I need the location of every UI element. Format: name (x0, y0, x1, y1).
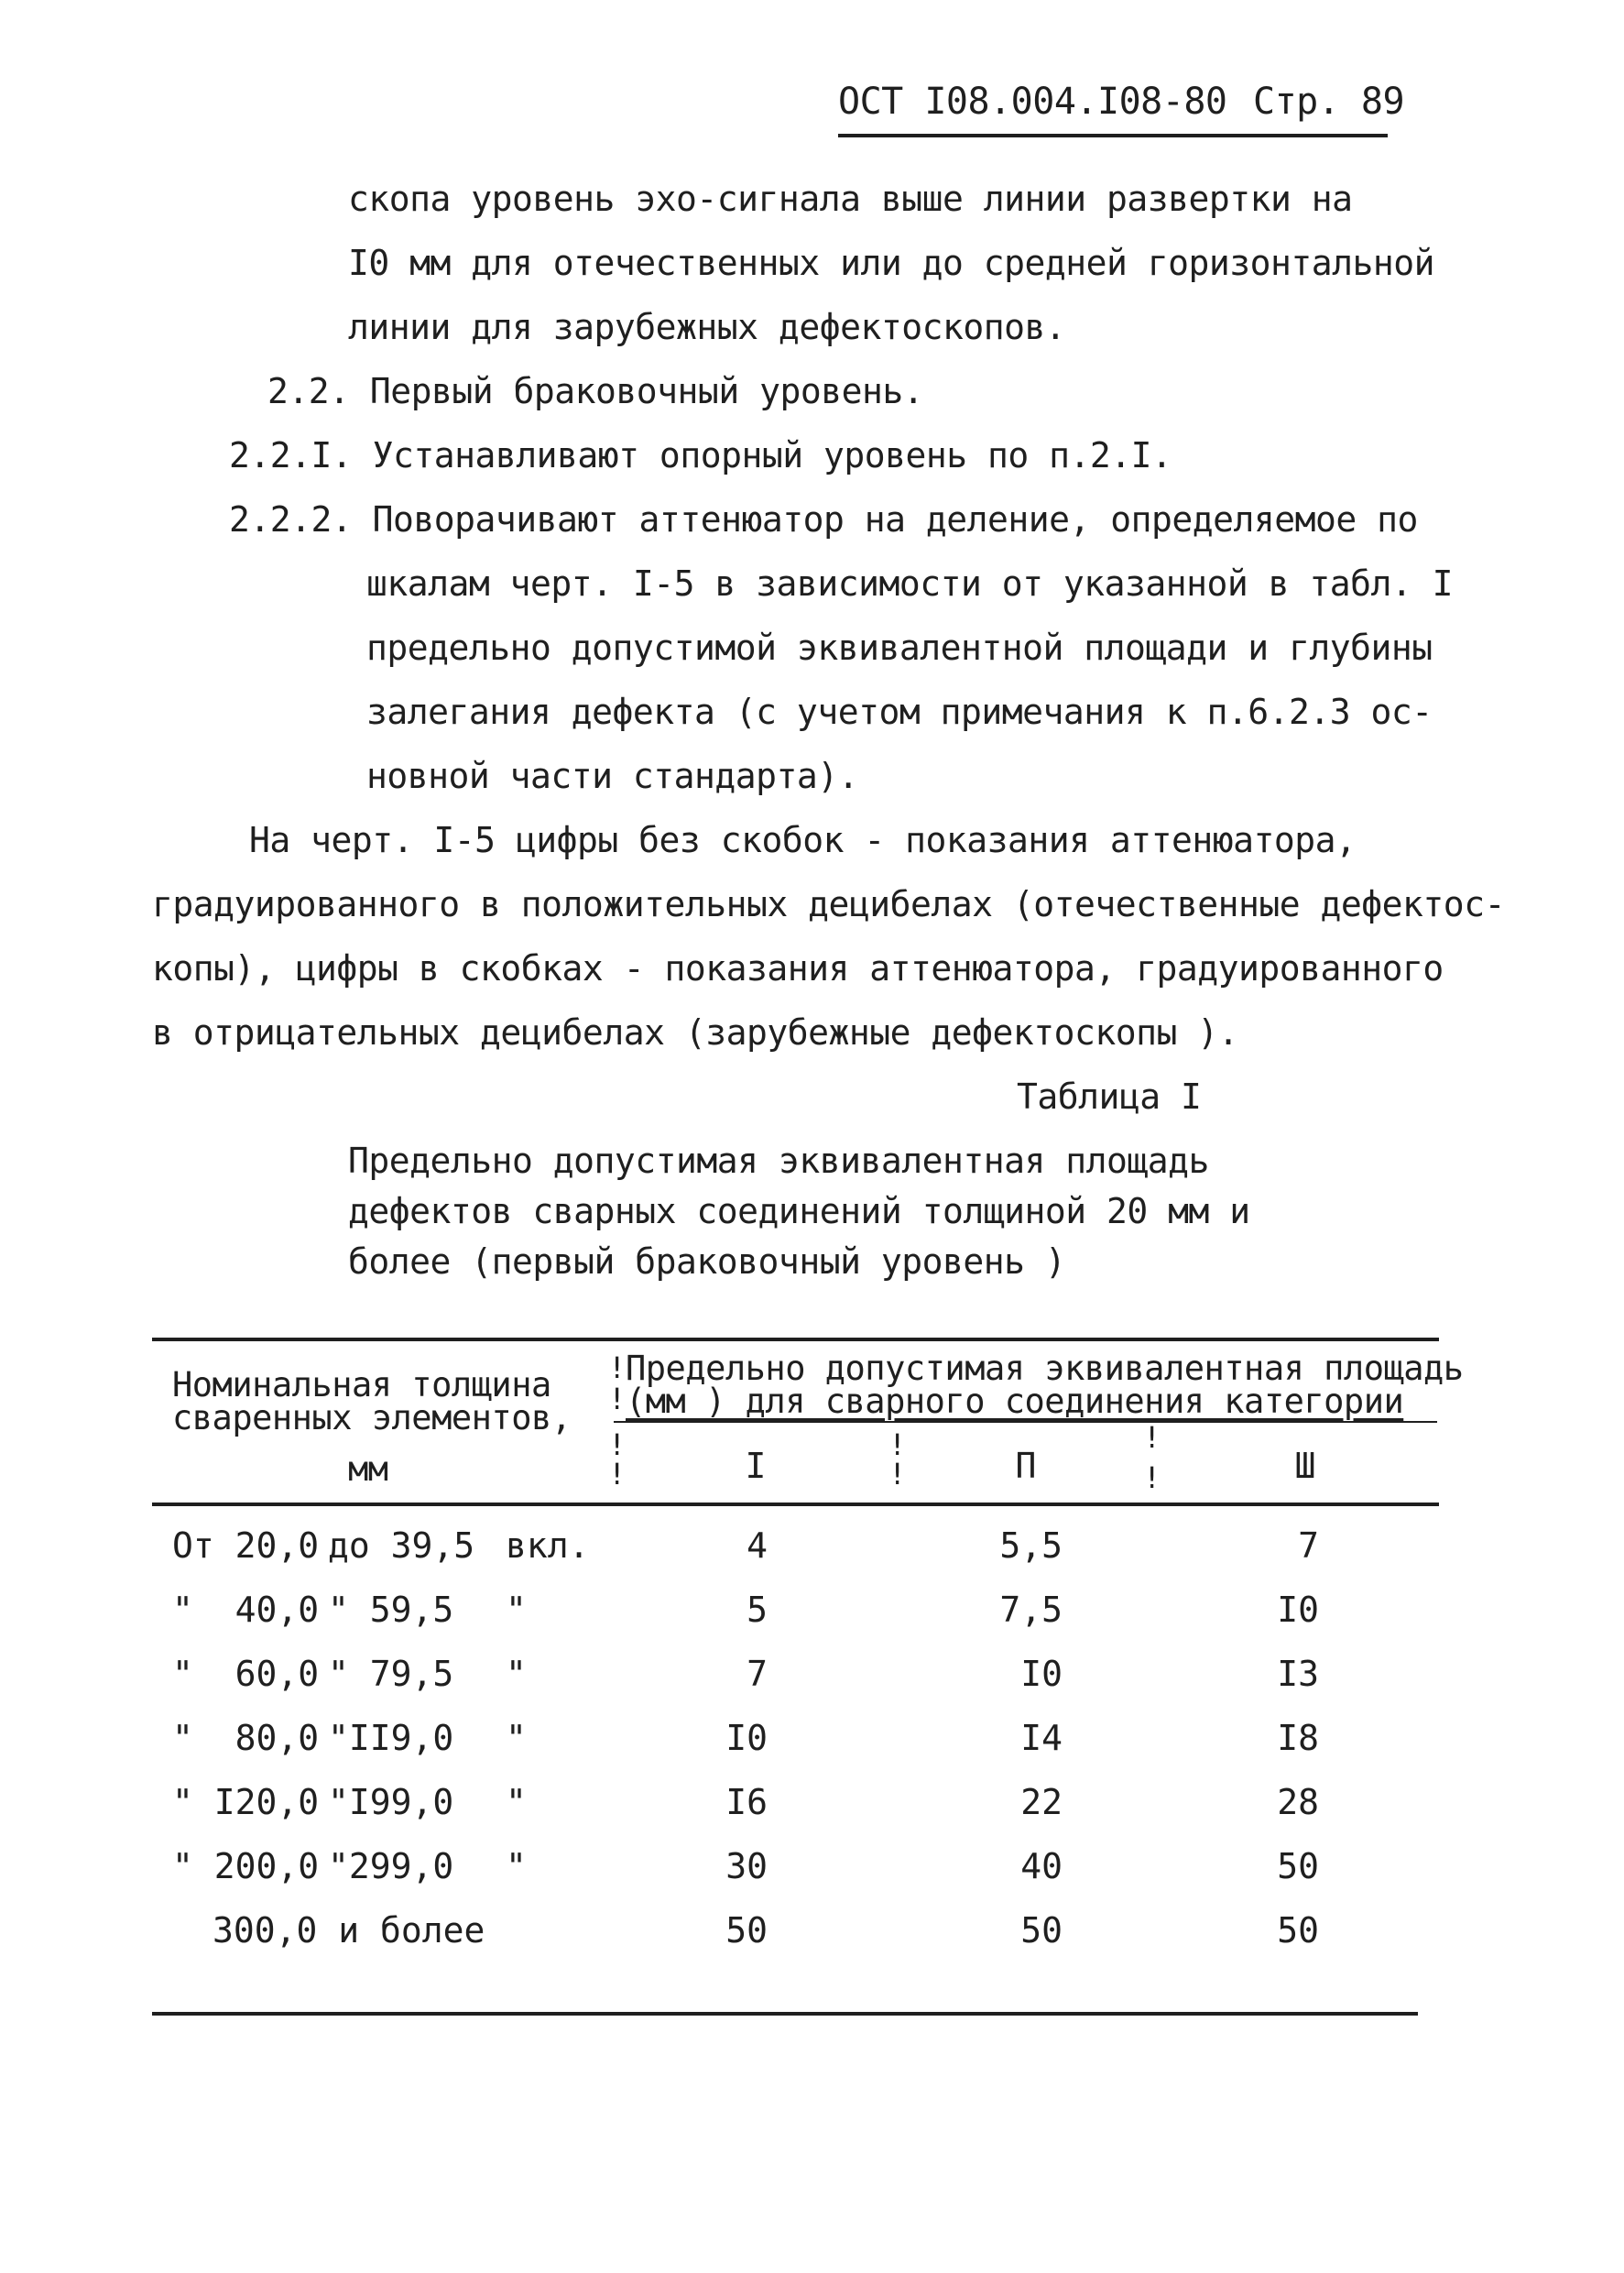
area-value-cat-2: 50 (1020, 1910, 1063, 1951)
column-separator: ! (888, 1457, 907, 1492)
column-header-thickness-unit: мм (348, 1449, 388, 1489)
column-header-thickness: сваренных элементов, (172, 1398, 572, 1437)
thickness-from: 300,0 и более (213, 1910, 485, 1951)
area-value-cat-1: 7 (747, 1654, 768, 1694)
body-line: предельно допустимой эквивалентной площади и глубины (366, 628, 1433, 668)
thickness-to: "I99,0 (328, 1782, 454, 1822)
area-value-cat-3: I0 (1277, 1590, 1319, 1630)
thickness-from: " 40,0 (172, 1590, 320, 1630)
column-header-area: Предельно допустимая эквивалентная площадь (626, 1349, 1464, 1388)
table-top-rule (152, 1338, 1439, 1341)
thickness-from: От 20,0 (172, 1525, 320, 1566)
body-line: I0 мм для отечественных или до средней горизонтальной (348, 243, 1435, 283)
area-value-cat-1: 50 (725, 1910, 768, 1951)
thickness-to: " 79,5 (328, 1654, 454, 1694)
table-caption-line: дефектов сварных соединений толщиной 20 мм и (348, 1191, 1250, 1231)
area-value-cat-2: I0 (1020, 1654, 1063, 1694)
area-value-cat-3: 50 (1277, 1910, 1319, 1951)
thickness-suffix: " (506, 1718, 527, 1758)
body-line: в отрицательных децибелах (зарубежные дефектоскопы ). (152, 1012, 1239, 1053)
thickness-suffix: " (506, 1846, 527, 1886)
column-separator: ! (1143, 1460, 1161, 1495)
category-header-2: П (1015, 1446, 1037, 1486)
header-inner-rule (614, 1421, 1437, 1423)
thickness-from: " I20,0 (172, 1782, 320, 1822)
thickness-from: " 80,0 (172, 1718, 320, 1758)
thickness-to: "II9,0 (328, 1718, 454, 1758)
table-caption-line: более (первый браковочный уровень ) (348, 1241, 1066, 1282)
area-value-cat-2: 5,5 (999, 1525, 1063, 1566)
thickness-suffix: " (506, 1590, 527, 1630)
area-value-cat-2: 7,5 (999, 1590, 1063, 1630)
column-separator: ! (888, 1427, 907, 1462)
area-value-cat-1: 4 (747, 1525, 768, 1566)
table-header-rule (152, 1503, 1439, 1506)
area-value-cat-3: 7 (1298, 1525, 1319, 1566)
category-header-3: Ш (1294, 1446, 1316, 1486)
section-heading: 2.2. Первый браковочный уровень. (267, 371, 924, 411)
area-value-cat-3: 28 (1277, 1782, 1319, 1822)
thickness-suffix: " (506, 1654, 527, 1694)
thickness-suffix: вкл. (506, 1525, 590, 1566)
area-value-cat-3: I3 (1277, 1654, 1319, 1694)
area-value-cat-2: 22 (1020, 1782, 1063, 1822)
page-number: Стр. 89 (1253, 81, 1405, 123)
thickness-to: " 59,5 (328, 1590, 454, 1630)
body-line: градуированного в положительных децибелах (отечественные дефектос- (152, 884, 1505, 924)
area-value-cat-2: I4 (1020, 1718, 1063, 1758)
column-header-thickness: Номинальная толщина (172, 1365, 551, 1404)
column-header-area: (мм ) для сварного соединения категории (626, 1382, 1404, 1421)
thickness-from: " 200,0 (172, 1846, 320, 1886)
category-header-1: I (745, 1446, 767, 1486)
area-value-cat-1: I6 (725, 1782, 768, 1822)
document-code: ОСТ I08.004.I08-80 (838, 81, 1227, 123)
column-separator: ! (608, 1457, 627, 1492)
area-value-cat-3: I8 (1277, 1718, 1319, 1758)
column-separator: ! (608, 1382, 627, 1416)
body-line: На черт. I-5 цифры без скобок - показания аттенюатора, (249, 820, 1357, 860)
column-separator: ! (608, 1350, 627, 1385)
area-value-cat-3: 50 (1277, 1846, 1319, 1886)
body-line: 2.2.I. Устанавливают опорный уровень по п.2.I. (229, 435, 1172, 475)
table-bottom-rule (152, 2012, 1418, 2016)
thickness-from: " 60,0 (172, 1654, 320, 1694)
column-separator: ! (1143, 1420, 1161, 1455)
area-value-cat-1: 5 (747, 1590, 768, 1630)
column-separator: ! (608, 1427, 627, 1462)
thickness-to: до 39,5 (328, 1525, 475, 1566)
thickness-to: "299,0 (328, 1846, 454, 1886)
body-line: шкалам черт. I-5 в зависимости от указанной в табл. I (366, 563, 1454, 604)
body-line: линии для зарубежных дефектоскопов. (348, 307, 1066, 347)
thickness-suffix: " (506, 1782, 527, 1822)
header-rule (838, 134, 1388, 137)
body-line: новной части стандарта). (366, 756, 859, 796)
table-label: Таблица I (1017, 1076, 1202, 1117)
area-value-cat-2: 40 (1020, 1846, 1063, 1886)
body-line: залегания дефекта (с учетом примечания к п.6.2.3 ос- (366, 692, 1433, 732)
body-line: скопа уровень эхо-сигнала выше линии развертки на (348, 179, 1353, 219)
body-line: копы), цифры в скобках - показания аттенюатора, градуированного (152, 948, 1444, 989)
area-value-cat-1: 30 (725, 1846, 768, 1886)
area-value-cat-1: I0 (725, 1718, 768, 1758)
table-caption-line: Предельно допустимая эквивалентная площадь (348, 1141, 1209, 1181)
body-line: 2.2.2. Поворачивают аттенюатор на деление, определяемое по (229, 499, 1418, 540)
